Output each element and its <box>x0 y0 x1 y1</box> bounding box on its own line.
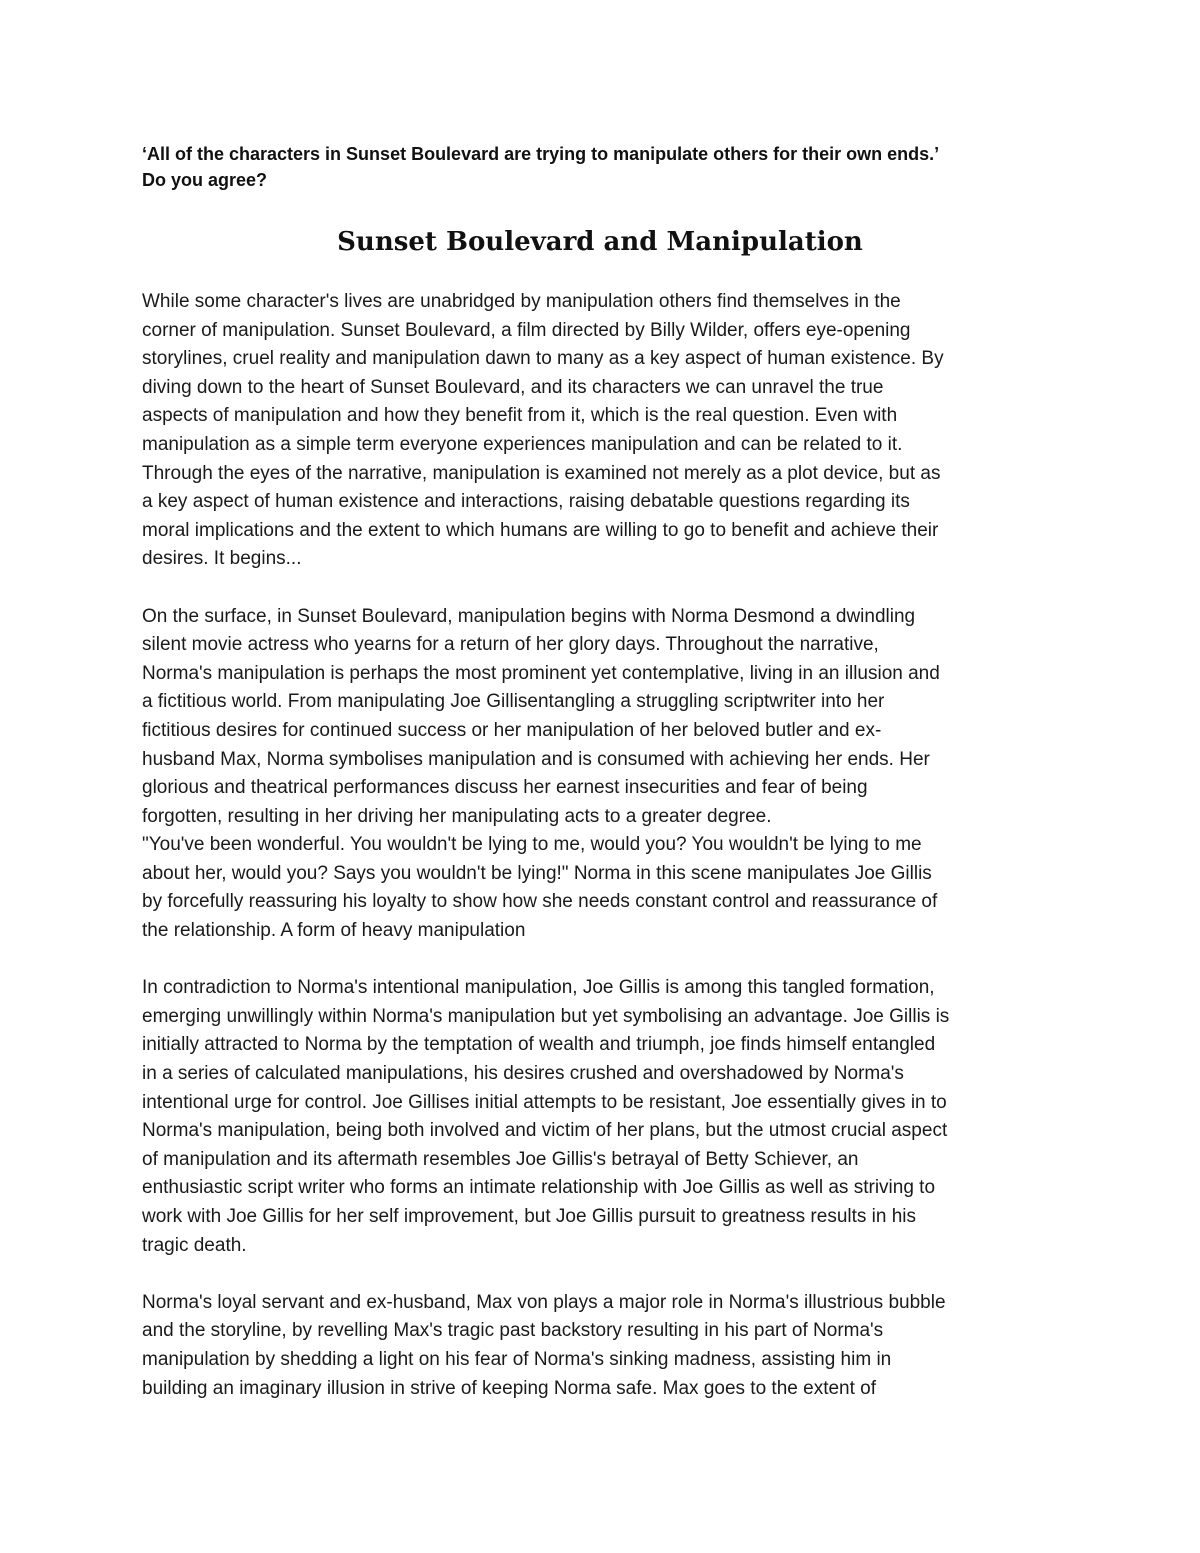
text-line: Norma's manipulation is perhaps the most prominent yet contemplative, living in an illusion and <box>142 662 940 684</box>
text-line: intentional urge for control. Joe Gillises initial attempts to be resistant, Joe essentially gives in to <box>142 1091 947 1113</box>
document-title: Sunset Boulevard and Manipulation <box>337 227 863 257</box>
text-line: fictitious desires for continued success or her manipulation of her beloved butler and ex- <box>142 719 882 741</box>
text-line: forgotten, resulting in her driving her manipulating acts to a greater degree. <box>142 805 772 827</box>
text-line: manipulation as a simple term everyone experiences manipulation and can be related to it. <box>142 433 903 455</box>
essay-body <box>142 288 1082 1403</box>
text-line: by forcefully reassuring his loyalty to show how she needs constant control and reassurance of <box>142 891 938 913</box>
text-line: building an imaginary illusion in strive of keeping Norma safe. Max goes to the extent of <box>142 1377 877 1399</box>
text-line: and the storyline, by revelling Max's tragic past backstory resulting in his part of Norma's <box>142 1320 884 1342</box>
text-line: a fictitious world. From manipulating Joe Gillisentangling a struggling scriptwriter into her <box>142 691 885 713</box>
essay-prompt-line: Do you agree? <box>142 170 268 190</box>
paragraph-introduction <box>142 288 1082 574</box>
text-line: aspects of manipulation and how they benefit from it, which is the real question. Even with <box>142 405 898 427</box>
text-line: Through the eyes of the narrative, manipulation is examined not merely as a plot device, but as <box>142 462 941 484</box>
text-line: glorious and theatrical performances discuss her earnest insecurities and fear of being <box>142 777 868 799</box>
text-line: a key aspect of human existence and interactions, raising debatable questions regarding its <box>142 491 910 513</box>
text-line: in a series of calculated manipulations, his desires crushed and overshadowed by Norma's <box>142 1063 904 1085</box>
text-line: manipulation by shedding a light on his fear of Norma's sinking madness, assisting him in <box>142 1348 892 1370</box>
text-line: of manipulation and its aftermath resembles Joe Gillis's betrayal of Betty Schiever, an <box>142 1148 859 1170</box>
text-line: moral implications and the extent to which humans are willing to go to benefit and achieve their <box>142 519 939 541</box>
essay-prompt <box>142 141 1082 193</box>
paragraph-max <box>142 1289 1082 1403</box>
text-line: enthusiastic script writer who forms an intimate relationship with Joe Gillis as well as striving to <box>142 1177 936 1199</box>
text-line: initially attracted to Norma by the temptation of wealth and triumph, joe finds himself entangled <box>142 1034 936 1056</box>
text-line: work with Joe Gillis for her self improvement, but Joe Gillis pursuit to greatness results in his <box>142 1206 917 1227</box>
text-line: the relationship. A form of heavy manipulation <box>142 920 526 942</box>
text-line: Norma's loyal servant and ex-husband, Max von plays a major role in Norma's illustrious bubble <box>142 1291 946 1313</box>
text-line: Norma's manipulation, being both involved and victim of her plans, but the utmost crucial aspect <box>142 1120 948 1142</box>
text-line: silent movie actress who yearns for a return of her glory days. Throughout the narrative, <box>142 634 879 656</box>
text-line: tragic death. <box>142 1234 247 1256</box>
text-line: "You've been wonderful. You wouldn't be lying to me, would you? You wouldn't be lying to me <box>142 834 922 856</box>
text-line: desires. It begins... <box>142 548 302 570</box>
text-line: husband Max, Norma symbolises manipulation and is consumed with achieving her ends. Her <box>142 748 930 770</box>
text-line: While some character's lives are unabridged by manipulation others find themselves in the <box>142 291 901 312</box>
text-line: On the surface, in Sunset Boulevard, manipulation begins with Norma Desmond a dwindling <box>142 605 916 627</box>
text-line: storylines, cruel reality and manipulation dawn to many as a key aspect of human existence. By <box>142 348 944 370</box>
text-line: diving down to the heart of Sunset Boulevard, and its characters we can unravel the true <box>142 376 884 398</box>
essay-prompt-line: ‘All of the characters in Sunset Boulevard are trying to manipulate others for their own ends.’ <box>142 144 940 164</box>
paragraph-norma <box>142 603 1082 946</box>
text-line: emerging unwillingly within Norma's manipulation but yet symbolising an advantage. Joe Gillis is <box>142 1005 950 1027</box>
text-line: about her, would you? Says you wouldn't be lying!" Norma in this scene manipulates Joe Gillis <box>142 862 932 884</box>
paragraph-joe-gillis <box>142 974 1082 1260</box>
text-line: In contradiction to Norma's intentional manipulation, Joe Gillis is among this tangled formation, <box>142 977 935 999</box>
text-line: corner of manipulation. Sunset Boulevard, a film directed by Billy Wilder, offers eye-opening <box>142 319 911 341</box>
